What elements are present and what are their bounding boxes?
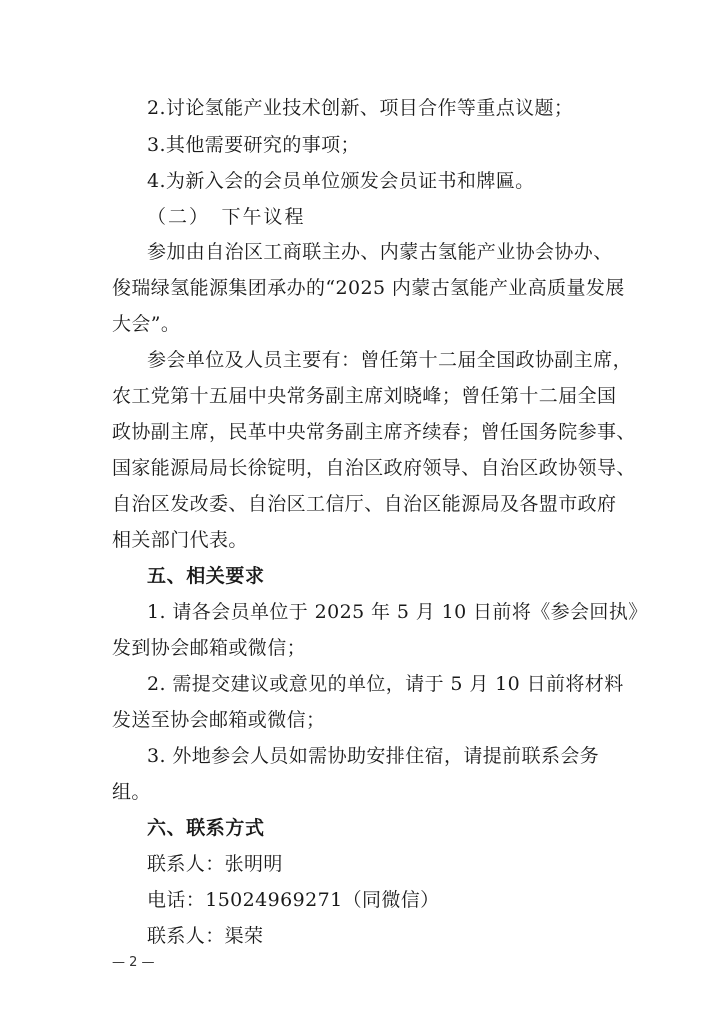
afternoon-paragraph-line: 俊瑞绿氢能源集团承办的“2025 内蒙古氢能产业高质量发展	[112, 277, 625, 299]
attendees-paragraph-line: 政协副主席，民革中央常务副主席齐续春；曾任国务院参事、	[112, 421, 636, 443]
agenda-item-3: 3.其他需要研究的事项；	[147, 134, 360, 156]
attendees-paragraph-line: 国家能源局局长徐锭明，自治区政府领导、自治区政协领导、	[112, 457, 636, 479]
requirement-item-1-cont: 发到协会邮箱或微信；	[112, 637, 307, 659]
afternoon-agenda-heading: （二） 下午议程	[147, 206, 306, 228]
contact-phone: 电话：15024969271（同微信）	[147, 889, 440, 911]
requirement-item-2: 2. 需提交建议或意见的单位，请于 5 月 10 日前将材料	[147, 673, 624, 695]
attendees-paragraph-line: 自治区发改委、自治区工信厅、自治区能源局及各盟市政府	[112, 493, 617, 515]
attendees-paragraph-line: 参会单位及人员主要有：曾任第十二届全国政协副主席，	[147, 349, 633, 371]
contact-person-1: 联系人：张明明	[147, 853, 283, 875]
contact-person-2: 联系人：渠荣	[147, 925, 264, 947]
agenda-item-2: 2.讨论氢能产业技术创新、项目合作等重点议题；	[147, 97, 574, 119]
section-heading-requirements: 五、相关要求	[147, 565, 265, 587]
page-number: — 2 —	[112, 955, 155, 970]
afternoon-paragraph-line: 参加由自治区工商联主办、内蒙古氢能产业协会协办、	[147, 241, 613, 263]
attendees-paragraph-line: 相关部门代表。	[112, 529, 248, 551]
requirement-item-3: 3. 外地参会人员如需协助安排住宿，请提前联系会务	[147, 745, 600, 767]
requirement-item-1: 1. 请各会员单位于 2025 年 5 月 10 日前将《参会回执》	[147, 601, 648, 623]
attendees-paragraph-line: 农工党第十五届中央常务副主席刘晓峰；曾任第十二届全国	[112, 385, 617, 407]
requirement-item-2-cont: 发送至协会邮箱或微信；	[112, 709, 326, 731]
afternoon-paragraph-line: 大会”。	[112, 313, 181, 335]
agenda-item-4: 4.为新入会的会员单位颁发会员证书和牌匾。	[147, 170, 535, 192]
requirement-item-3-cont: 组。	[112, 781, 151, 803]
section-heading-contact: 六、联系方式	[147, 817, 265, 839]
